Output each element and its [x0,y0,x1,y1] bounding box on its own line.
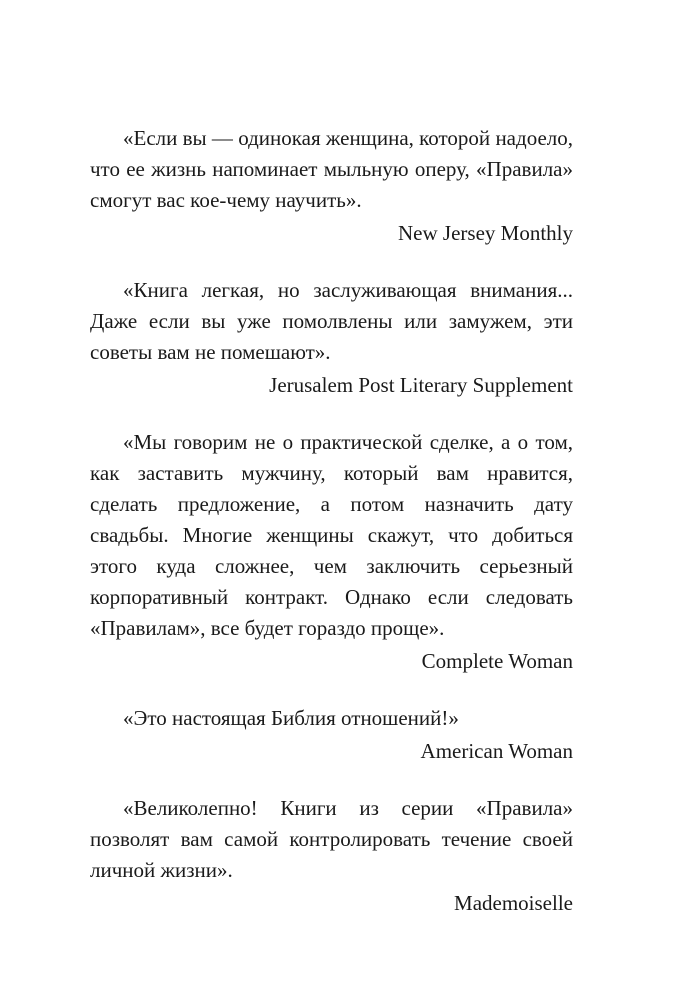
review-quote: «Книга легкая, но заслуживающая внимания... Даже если вы уже помолвлены или замужем, эти советы вам не помешают». [90,278,573,364]
review-block [90,703,573,767]
review-source: Mademoiselle [454,891,573,915]
review-quote: «Если вы — одинокая женщина, которой надоело, что ее жизнь напоминает мыльную оперу, «Правила» смогут вас кое-чему научить». [90,126,573,212]
review-block [90,123,573,249]
review-quote: «Мы говорим не о практической сделке, а о том, как заставить мужчину, который вам нравится, сделать предложение, а потом назначить дату свадьбы. Многие женщины скажут, что добиться этого куда сложнее, чем заключить серьезный корпоративный контракт. Однако если следовать «Правилам», все будет гораздо проще». [90,430,573,640]
review-source: Jerusalem Post Literary Supplement [269,373,573,397]
review-source: Complete Woman [421,649,573,673]
review-block [90,427,573,677]
page-content [90,123,573,945]
review-source: New Jersey Monthly [398,221,573,245]
review-block [90,275,573,401]
review-block [90,793,573,919]
review-quote: «Великолепно! Книги из серии «Правила» позволят вам самой контролировать течение своей личной жизни». [90,796,573,882]
review-source: American Woman [420,739,573,763]
review-quote: «Это настоящая Библия отношений!» [123,706,459,730]
